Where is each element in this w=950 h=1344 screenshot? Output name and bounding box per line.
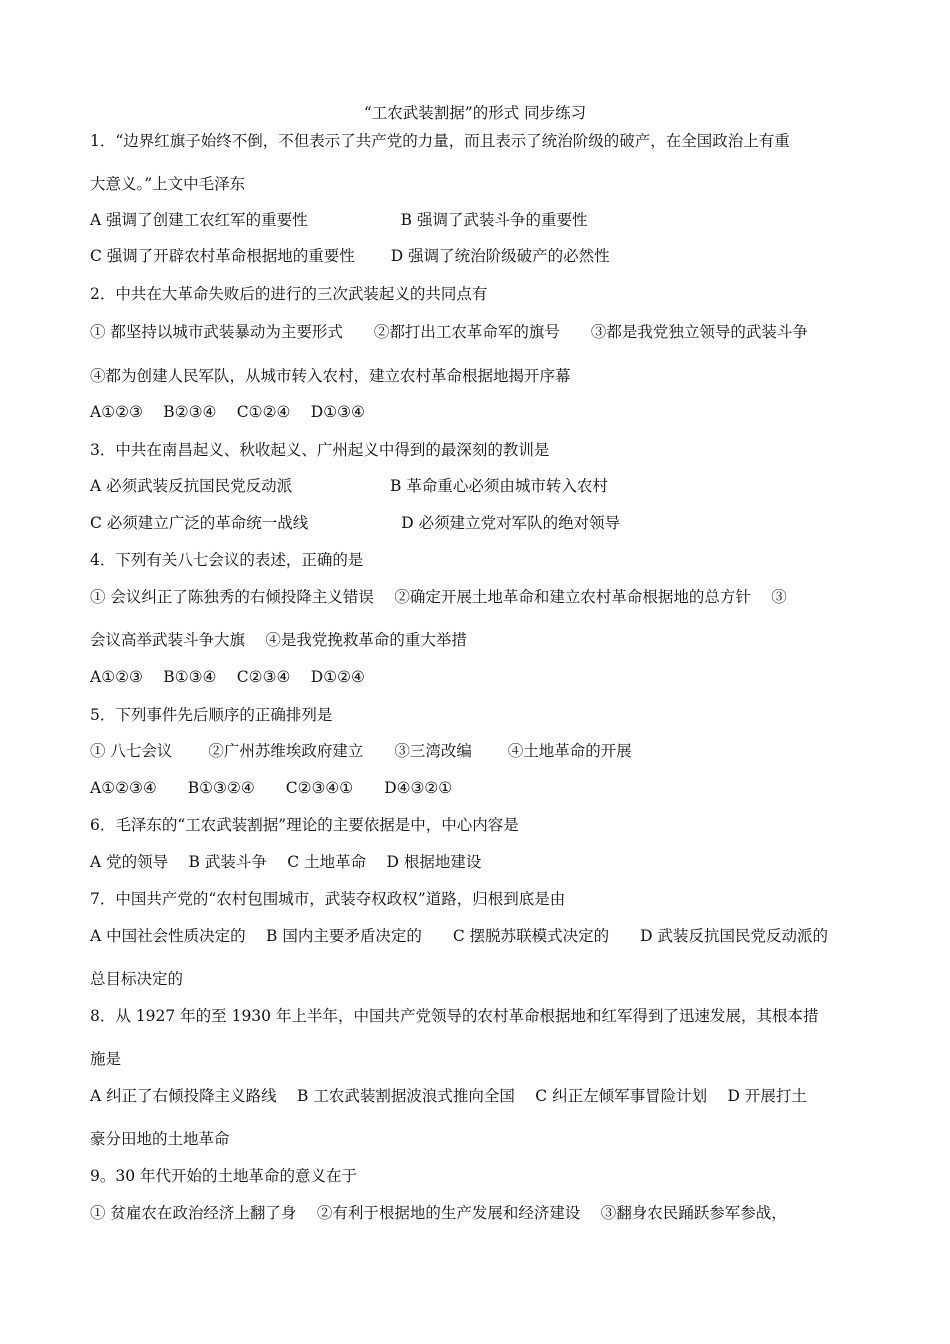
question-7-options-line-1: A 中国社会性质决定的 B 国内主要矛盾决定的 C 摆脱苏联模式决定的 D 武装反抗国民党反动派的	[90, 927, 829, 945]
question-5-stem: 5．下列事件先后顺序的正确排列是	[90, 706, 333, 724]
question-3-options-line-2: C 必须建立广泛的革命统一战线 D 必须建立党对军队的绝对领导	[90, 514, 621, 532]
question-3-options-line-1: A 必须武装反抗国民党反动派 B 革命重心必须由城市转入农村	[90, 477, 608, 495]
question-6-stem: 6．毛泽东的“工农武装割据”理论的主要依据是中，中心内容是	[90, 816, 519, 834]
question-9-statements-line-1: ① 贫雇农在政治经济上翻了身 ②有利于根据地的生产发展和经济建设 ③翻身农民踊跃参军参战，	[90, 1204, 787, 1222]
question-9-stem: 9。30 年代开始的土地革命的意义在于	[90, 1167, 358, 1185]
question-4-answer-choices: A①②③ B①③④ C②③④ D①②④	[90, 668, 365, 686]
question-7-options-line-2: 总目标决定的	[90, 970, 184, 988]
question-8-stem-line-1: 8．从 1927 年的至 1930 年上半年，中国共产党领导的农村革命根据地和红军得到了迅速发展，其根本措	[90, 1007, 819, 1025]
question-5-statements: ① 八七会议 ②广州苏维埃政府建立 ③三湾改编 ④土地革命的开展	[90, 742, 632, 760]
question-4-stem: 4．下列有关八七会议的表述，正确的是	[90, 551, 364, 569]
question-6-options: A 党的领导 B 武装斗争 C 土地革命 D 根据地建设	[90, 853, 482, 871]
question-2-statements-line-1: ① 都坚持以城市武装暴动为主要形式 ②都打出工农革命军的旗号 ③都是我党独立领导的武装斗争	[90, 323, 808, 341]
question-5-answer-choices: A①②③④ B①③②④ C②③④① D④③②①	[90, 779, 453, 797]
question-2-stem: 2．中共在大革命失败后的进行的三次武装起义的共同点有	[90, 285, 488, 303]
question-1-stem-line-1: 1．“边界红旗子始终不倒，不但表示了共产党的力量，而且表示了统治阶级的破产，在全国政治上有重	[90, 132, 790, 150]
question-4-statements-line-1: ① 会议纠正了陈独秀的右倾投降主义错误 ②确定开展土地革命和建立农村革命根据地的总方针 ③	[90, 588, 787, 606]
question-8-options-line-1: A 纠正了右倾投降主义路线 B 工农武装割据波浪式推向全国 C 纠正左倾军事冒险计划 D 开展打土	[90, 1087, 807, 1105]
question-1-options-line-2: C 强调了开辟农村革命根据地的重要性 D 强调了统治阶级破产的必然性	[90, 247, 610, 265]
question-7-stem: 7．中国共产党的“农村包围城市，武装夺权政权”道路，归根到底是由	[90, 890, 566, 908]
question-8-options-line-2: 豪分田地的土地革命	[90, 1130, 230, 1148]
page-title: “工农武装割据”的形式 同步练习	[363, 104, 587, 122]
question-1-options-line-1: A 强调了创建工农红军的重要性 B 强调了武装斗争的重要性	[90, 211, 588, 229]
question-3-stem: 3．中共在南昌起义、秋收起义、广州起义中得到的最深刻的教训是	[90, 441, 550, 459]
question-4-statements-line-2: 会议高举武装斗争大旗 ④是我党挽救革命的重大举措	[90, 631, 467, 649]
question-2-answer-choices: A①②③ B②③④ C①②④ D①③④	[90, 403, 365, 421]
question-1-stem-line-2: 大意义。”上文中毛泽东	[90, 175, 246, 193]
question-8-stem-line-2: 施是	[90, 1050, 122, 1068]
question-2-statements-line-2: ④都为创建人民军队，从城市转入农村，建立农村革命根据地揭开序幕	[90, 367, 571, 385]
